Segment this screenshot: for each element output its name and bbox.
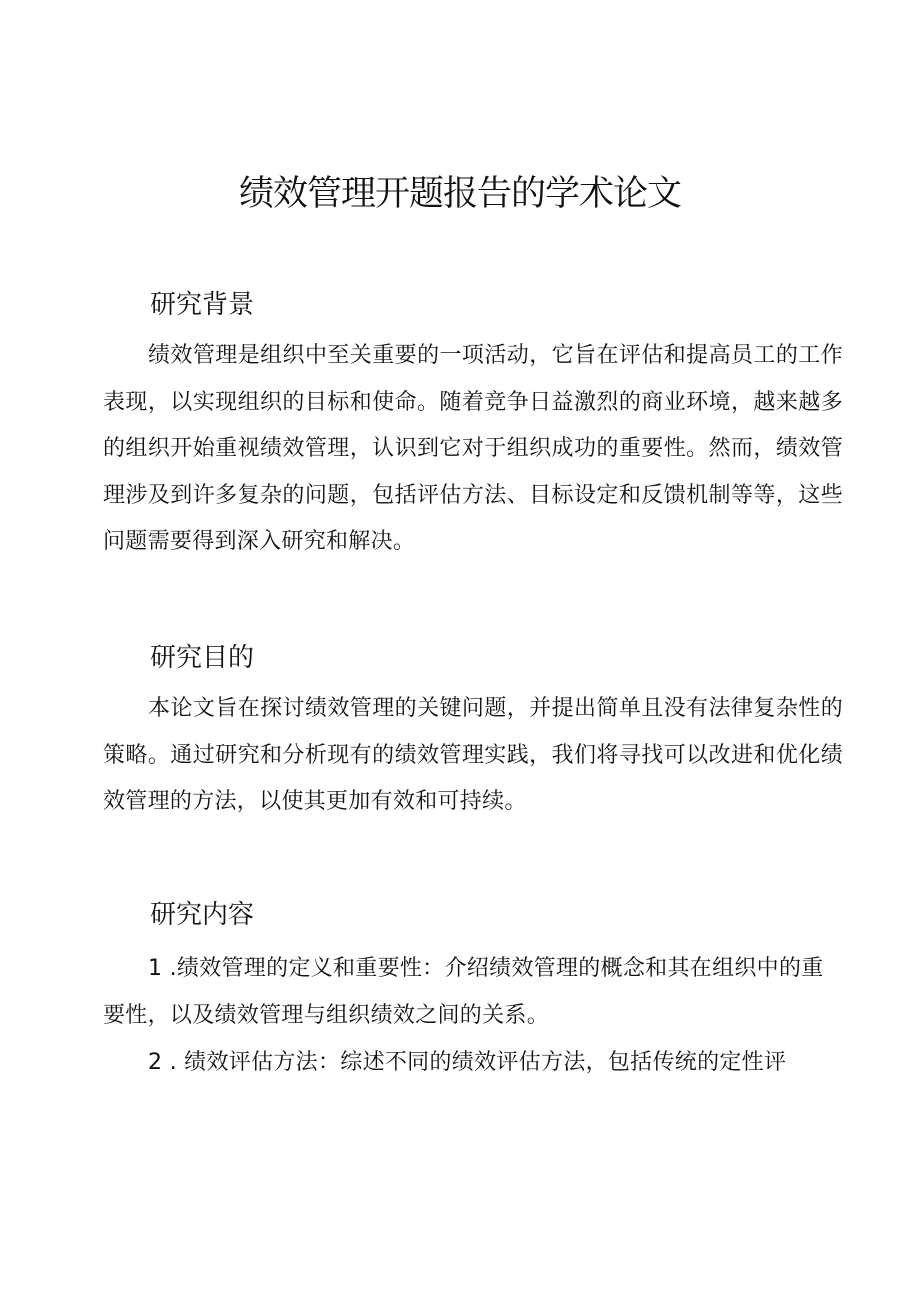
list-item: 2 . 绩效评估方法：综述不同的绩效评估方法，包括传统的定性评: [148, 1050, 787, 1075]
section-heading-background: 研究背景: [150, 290, 255, 320]
document-title: 绩效管理开题报告的学术论文: [238, 174, 681, 214]
list-item: 1 .绩效管理的定义和重要性：介绍绩效管理的概念和其在组织中的重要性，以及绩效管理与组织绩效之间的关系。: [103, 956, 824, 1028]
section-paragraph-purpose: 本论文旨在探讨绩效管理的关键问题，并提出简单且没有法律复杂性的策略。通过研究和分析现有的绩效管理实践，我们将寻找可以改进和优化绩效管理的方法，以使其更加有效和可持续。: [103, 696, 843, 814]
section-heading-purpose: 研究目的: [150, 643, 255, 673]
section-paragraph-background: 绩效管理是组织中至关重要的一项活动，它旨在评估和提高员工的工作表现，以实现组织的目标和使命。随着竞争日益激烈的商业环境，越来越多的组织开始重视绩效管理，认识到它对于组织成功的重要性。然而，绩效管理涉及到许多复杂的问题，包括评估方法、目标设定和反馈机制等等，这些问题需要得到深入研究和解决。: [103, 343, 843, 554]
section-heading-content: 研究内容: [150, 900, 255, 930]
